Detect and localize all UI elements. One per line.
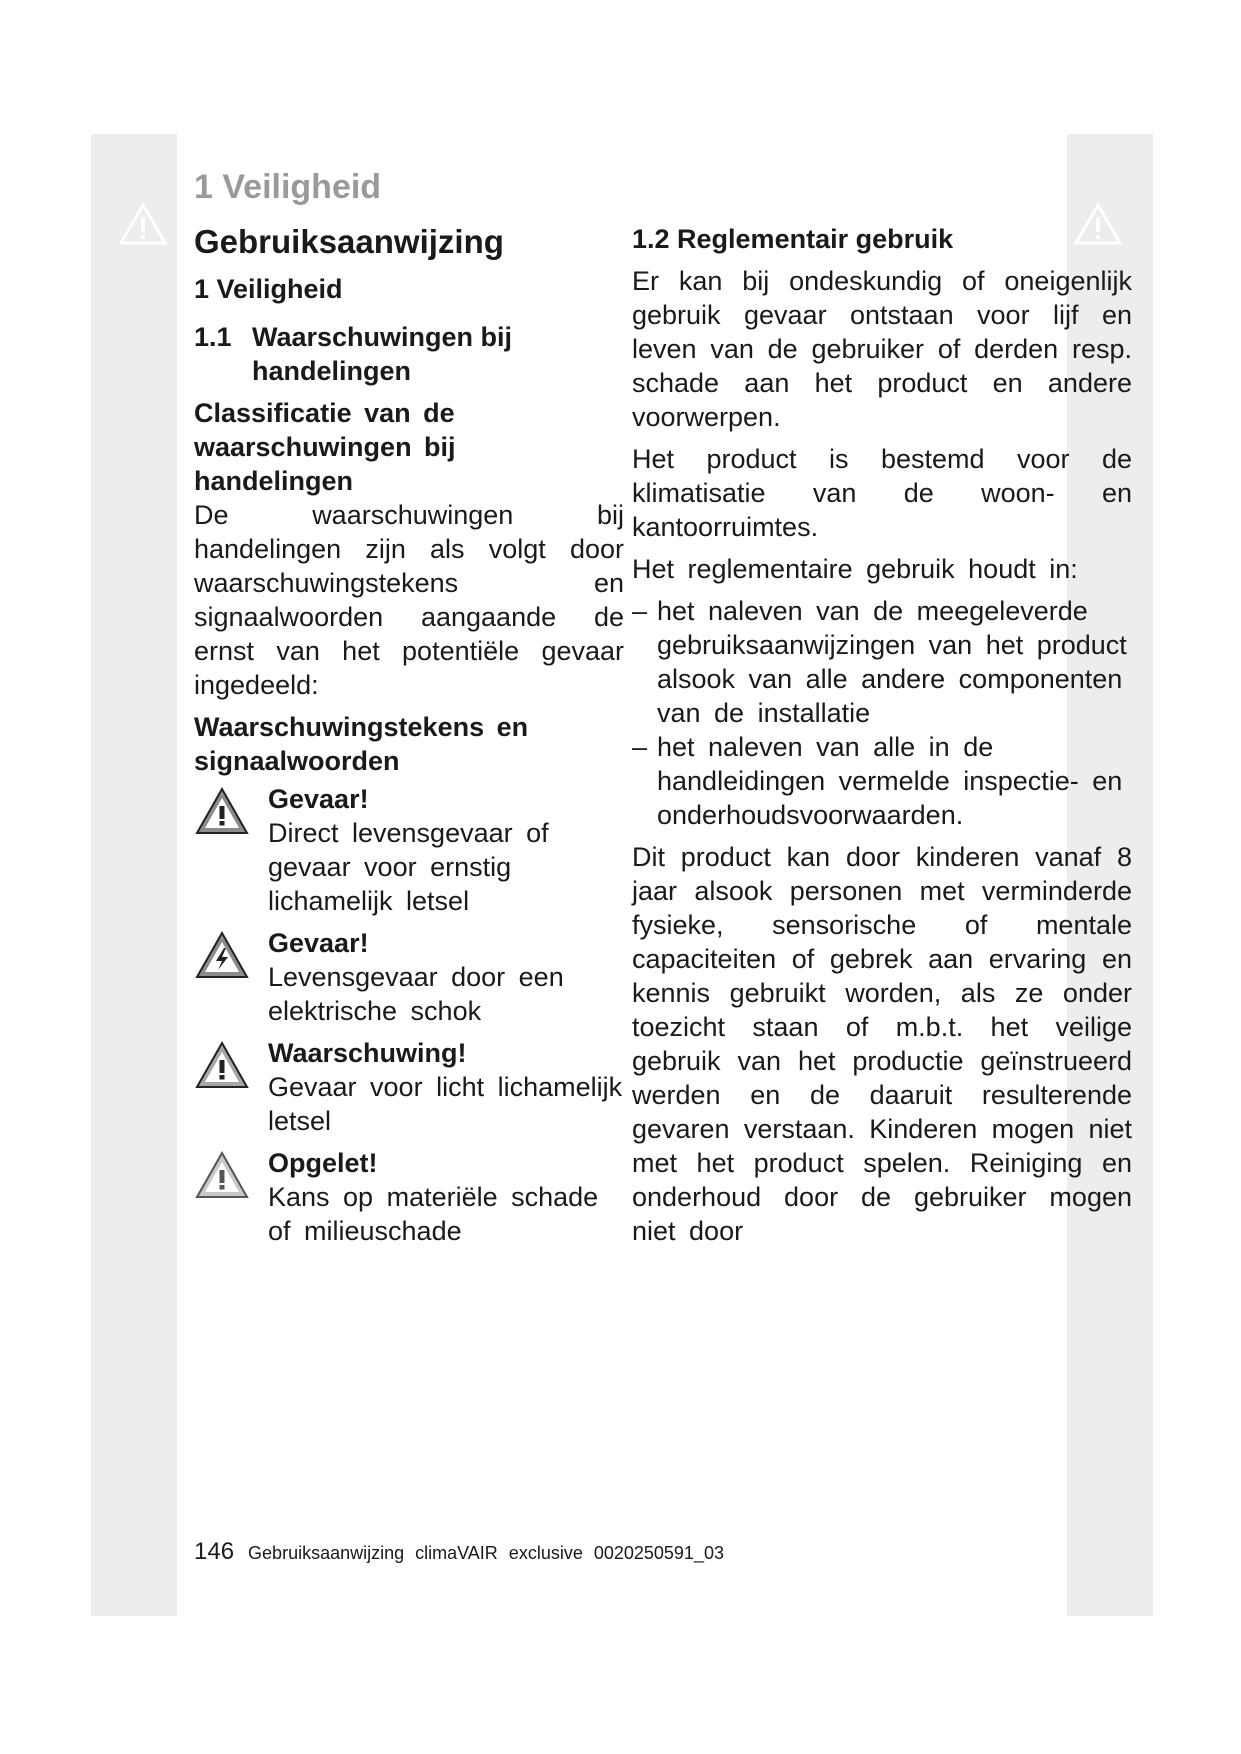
- classification-text: De waarschuwingen bij handelingen zijn als volgt door waarschuwingstekens en signaalwoorden aangaande de ernst van het potentiële gevaar ingedeeld:: [194, 500, 624, 700]
- warning-signal-word: Gevaar!: [268, 928, 369, 958]
- page-footer: [194, 1538, 724, 1566]
- subsection-number: 1.1: [194, 322, 232, 352]
- dash-bullet: –: [632, 732, 648, 762]
- margin-warning-icon: [118, 202, 168, 246]
- intended-use-list: [632, 594, 1132, 832]
- right-column: [632, 222, 1132, 1256]
- warning-entry: [194, 1036, 624, 1138]
- dash-bullet: –: [632, 596, 648, 626]
- left-column: [194, 222, 624, 1256]
- warning-signal-word: Opgelet!: [268, 1148, 378, 1178]
- subsection-title-line2: handelingen: [252, 356, 412, 386]
- running-section-header: 1 Veiligheid: [194, 168, 382, 206]
- warning-entry: [194, 1146, 624, 1248]
- footer-doc-info: Gebruiksaanwijzing climaVAIR exclusive 0020250591_03: [248, 1543, 724, 1563]
- subsection-heading: [194, 320, 624, 388]
- list-item: [632, 594, 1132, 730]
- document-title: Gebruiksaanwijzing: [194, 223, 504, 260]
- warning-entry: [194, 782, 624, 918]
- list-item: [632, 730, 1132, 832]
- intended-use-paragraph: Dit product kan door kinderen vanaf 8 jaar alsook personen met verminderde fysieke, sensorische of mentale capaciteiten of gebrek aan ervaring en kennis gebruikt worden, als ze onder toezicht staan of m.b.t. het veilige gebruik van het productie geïnstrueerd werden en de daaruit resulterende gevaren verstaan. Kinderen mogen niet met het product spelen. Reiniging en onderhoud door de gebruiker mogen niet door: [632, 842, 1132, 1246]
- warning-description: Direct levensgevaar of gevaar voor ernstig lichamelijk letsel: [268, 818, 549, 916]
- warning-signal-word: Gevaar!: [268, 784, 369, 814]
- subsection-title-line1: Waarschuwingen bij: [252, 322, 513, 352]
- signs-heading: Waarschuwingstekens en signaalwoorden: [194, 712, 529, 776]
- warning-signal-word: Waarschuwing!: [268, 1038, 467, 1068]
- list-item-text: het naleven van de meegeleverde gebruiksaanwijzingen van het product alsook van alle andere componenten van de installatie: [657, 596, 1127, 728]
- section-heading: 1 Veiligheid: [194, 274, 343, 304]
- caution-exclamation-icon: [194, 1150, 250, 1200]
- left-margin-band: [91, 134, 177, 1616]
- warning-description: Gevaar voor licht lichamelijk letsel: [268, 1072, 623, 1136]
- intended-use-paragraph: Er kan bij ondeskundig of oneigenlijk gebruik gevaar ontstaan voor lijf en leven van de gebruiker of derden resp. schade aan het product en andere voorwerpen.: [632, 266, 1132, 432]
- page-number: 146: [194, 1538, 235, 1565]
- warning-entry: [194, 926, 624, 1028]
- warning-description: Levensgevaar door een elektrische schok: [268, 962, 564, 1026]
- electric-shock-icon: [194, 930, 250, 980]
- intended-use-paragraph: Het product is bestemd voor de klimatisatie van de woon- en kantoorruimtes.: [632, 444, 1132, 542]
- intended-use-paragraph: Het reglementaire gebruik houdt in:: [632, 554, 1078, 584]
- warning-description: Kans op materiële schade of milieuschade: [268, 1182, 599, 1246]
- warning-exclamation-icon: [194, 1040, 250, 1090]
- classification-heading: Classificatie van de waarschuwingen bij handelingen: [194, 398, 456, 496]
- intended-use-heading: 1.2 Reglementair gebruik: [632, 224, 954, 254]
- danger-exclamation-icon: [194, 786, 250, 836]
- list-item-text: het naleven van alle in de handleidingen vermelde inspectie- en onderhoudsvoorwaarden.: [657, 732, 1123, 830]
